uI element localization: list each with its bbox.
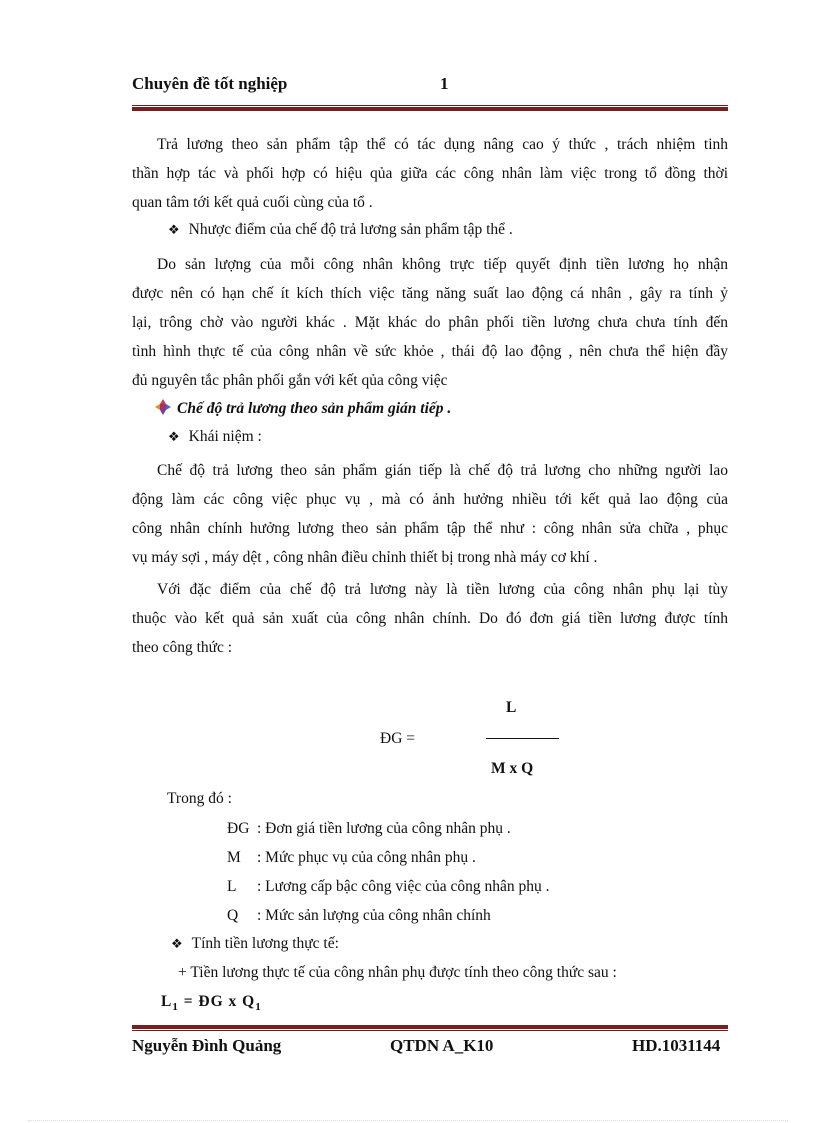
paragraph-disadvantages: [132, 250, 728, 395]
formula-denominator: M x Q: [491, 760, 534, 777]
formula2-l: L: [161, 993, 173, 1010]
footer-class: QTDN A_K10: [390, 1036, 494, 1055]
bullet-concept: [168, 428, 262, 446]
definition-text: : Mức phục vụ của công nhân phụ .: [257, 849, 476, 866]
definition-symbol: M: [227, 849, 241, 866]
text-line: công nhân chính hưởng lương theo sản phẩm tập thể như : công nhân sửa chữa , phục: [132, 520, 728, 537]
formula-actual-wage: [161, 993, 262, 1013]
bullet-text: Tính tiền lương thực tế:: [191, 935, 339, 952]
bullet-text: Khái niệm :: [188, 428, 262, 445]
diamond-bullet-icon: ❖: [168, 429, 180, 444]
text-line: Với đặc điểm của chế độ trả lương này là tiền lương của công nhân phụ lại tùy: [157, 581, 728, 598]
header-title: Chuyên đề tốt nghiệp: [132, 74, 288, 93]
definition-symbol: ĐG: [227, 820, 250, 837]
formula2-eq: = ĐG x Q: [183, 993, 256, 1010]
definition-item: [227, 872, 549, 901]
text-line: được nên có hạn chế ít kích thích việc tăng năng suất lao động cá nhân , gây ra tính ỷ: [132, 285, 728, 302]
formula-numerator: L: [506, 699, 517, 716]
text-line: thuộc vào kết quả sản xuất của công nhân chính. Do đó đơn giá tiền lương được tính: [132, 610, 728, 627]
heading-text: Chế độ trả lương theo sản phẩm gián tiếp .: [177, 400, 452, 417]
text-line: thần hợp tác và phối hợp có hiệu qủa giữa các công nhân làm việc trong tổ đồng thời: [132, 165, 728, 182]
page-edge-divider: [28, 1120, 788, 1121]
footer-rule: [132, 1025, 728, 1031]
text-line: vụ máy sợi , máy dệt , công nhân điều chỉnh thiết bị trong nhà máy cơ khí .: [132, 549, 598, 566]
definition-text: : Lương cấp bậc công việc của công nhân phụ .: [257, 878, 550, 895]
plus-line: + Tiền lương thực tế của công nhân phụ được tính theo công thức sau :: [178, 964, 617, 981]
definition-text: : Đơn giá tiền lương của công nhân phụ .: [257, 820, 511, 837]
text-line: lại, trông chờ vào người khác . Mặt khác do phân phối tiền lương chưa chưa tính đến: [132, 314, 728, 331]
text-line: động làm các công việc phục vụ , mà có ảnh hưởng nhiều tới kết quả lao động của: [132, 491, 728, 508]
definition-item: [227, 901, 549, 930]
definition-symbol: Q: [227, 907, 239, 924]
where-label: Trong đó :: [167, 790, 232, 807]
bullet-text: Nhược điểm của chế độ trả lương sản phẩm tập thể .: [188, 221, 513, 238]
footer-author: Nguyễn Đình Quảng: [132, 1036, 282, 1055]
formula2-l-sub: 1: [172, 1001, 179, 1013]
text-line: đủ nguyên tắc phân phối gắn với kết qủa công việc: [132, 372, 448, 389]
fraction-bar: [486, 738, 559, 739]
text-line: quan tâm tới kết quả cuối cùng của tổ .: [132, 194, 373, 211]
paragraph-concept: [132, 456, 728, 572]
formula-lhs: ĐG =: [380, 730, 416, 747]
paragraph-characteristics: [132, 575, 728, 662]
text-line: Do sản lượng của mỗi công nhân không trực tiếp quyết định tiền lương họ nhận: [157, 256, 728, 273]
footer-code: HD.1031144: [632, 1036, 721, 1055]
bullet-actual-wage: [171, 935, 339, 953]
paragraph-collective-pay: [132, 130, 728, 217]
header-rule: [132, 105, 728, 111]
text-line: Chế độ trả lương theo sản phẩm gián tiếp là chế độ trả lương cho những người lao: [157, 462, 728, 479]
section-heading: [155, 399, 451, 418]
diamond-bullet-icon: ❖: [168, 222, 180, 237]
definition-text: : Mức sản lượng của công nhân chính: [257, 907, 491, 924]
text-line: theo công thức :: [132, 639, 233, 656]
page-number: 1: [440, 74, 449, 93]
text-line: tình hình thực tế của công nhân về sức khỏe , thái độ lao động , nên chưa thể hiện đầy: [132, 343, 728, 360]
four-arrow-icon: [155, 399, 171, 415]
definition-symbol: L: [227, 878, 237, 895]
definition-item: [227, 814, 549, 843]
formula2-q-sub: 1: [255, 1001, 262, 1013]
bullet-disadvantages: [168, 221, 513, 239]
text-line: Trả lương theo sản phẩm tập thể có tác dụng nâng cao ý thức , trách nhiệm tinh: [157, 136, 728, 153]
definition-item: [227, 843, 549, 872]
diamond-bullet-icon: ❖: [171, 936, 183, 951]
definitions-list: [227, 814, 549, 930]
